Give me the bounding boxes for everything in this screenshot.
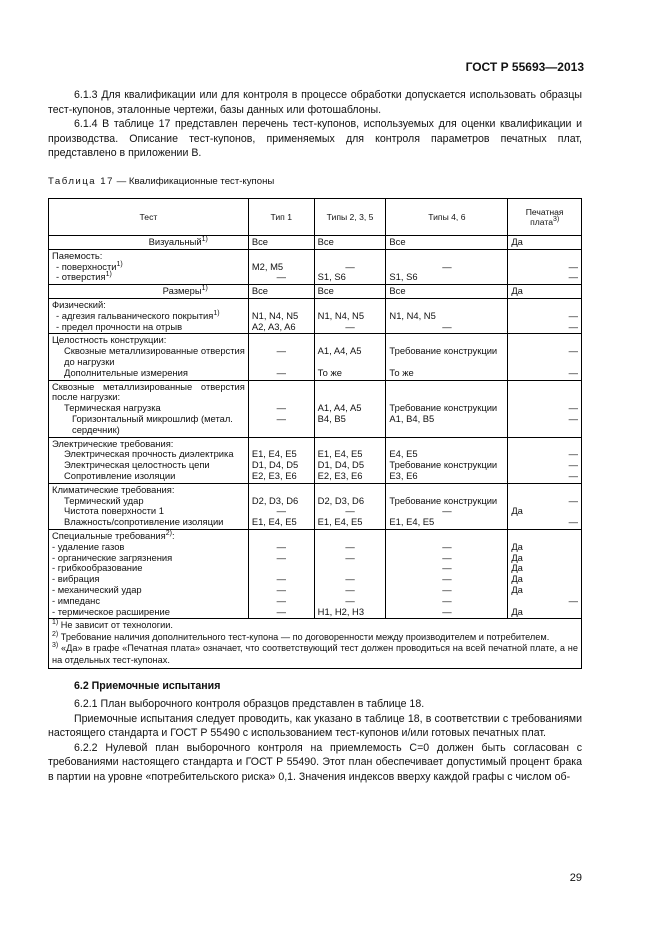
cell: Требование конструкции A1, B4, B5 [386, 380, 508, 437]
cell: Да Да Да Да Да — Да [508, 529, 582, 618]
note-1: $^{1)}$ Не зависит от технологии. [52, 619, 173, 631]
cell: — — — [508, 437, 582, 483]
cell: — — [508, 249, 582, 284]
header-type46: Типы 4, 6 [386, 199, 508, 236]
cell: — — [248, 380, 314, 437]
cell: Все [314, 285, 386, 299]
cell: — — — — — — [248, 529, 314, 618]
cell: — — [508, 380, 582, 437]
header-board [508, 199, 582, 236]
table-row [49, 529, 582, 618]
document-header: ГОСТ Р 55693—2013 [465, 60, 584, 74]
cell: — — [508, 298, 582, 333]
page-body [48, 88, 582, 784]
cell: — S1, S6 [314, 249, 386, 284]
cell: — Да — [508, 483, 582, 529]
cell: D2, D3, D6 — E1, E4, E5 [314, 483, 386, 529]
cell: Да [508, 285, 582, 299]
row-label: Электрические требования: Электрическая прочность диэлектрика Электрическая целостность цепи Сопротивление изоляции [49, 437, 249, 483]
cell: Все [248, 236, 314, 250]
cell: Все [386, 285, 508, 299]
cell: — — — — — H1, H2, H3 [314, 529, 386, 618]
section-6-2-title: 6.2 Приемочные испытания [74, 679, 221, 692]
table-row [49, 437, 582, 483]
cell: E1, E4, E5 D1, D4, D5 E2, E3, E6 [248, 437, 314, 483]
table-notes [49, 619, 582, 668]
row-label: Целостность конструкции: Сквозные металлизированные отверстия до нагрузки Дополнительные измерения [49, 334, 249, 380]
row-label: Визуальный$^{1)}$ [49, 236, 249, 250]
row-label: Сквозные металлизированные отверстия после нагрузки: Термическая нагрузка Горизонтальный микрошлиф (метал. сердечник) [49, 380, 249, 437]
cell: N1, N4, N5 — [314, 298, 386, 333]
table-caption-label: Таблица 17 [48, 175, 114, 187]
paragraph-6-2-1-cont: Приемочные испытания следует проводить, как указано в таблице 18, в соответствии с требованиями настоящего стандарта и ГОСТ Р 55490 с использованием тест-купонов и/или готовых печатных плат. [48, 712, 582, 740]
cell: Требование конструкции — E1, E4, E5 [386, 483, 508, 529]
header-board-sup: 3) [552, 216, 560, 224]
header-test: Тест [49, 199, 249, 236]
cell: — — — — — — — [386, 529, 508, 618]
header-type1: Тип 1 [248, 199, 314, 236]
paragraph-6-2-1: 6.2.1 План выборочного контроля образцов представлен в таблице 18. [74, 698, 425, 711]
table-row [49, 380, 582, 437]
cell: D2, D3, D6 — E1, E4, E5 [248, 483, 314, 529]
cell: — — [508, 334, 582, 380]
cell: A1, A4, A5 B4, B5 [314, 380, 386, 437]
cell: A1, A4, A5 То же [314, 334, 386, 380]
cell: E4, E5 Требование конструкции E3, E6 [386, 437, 508, 483]
note-3: $^{3)}$ «Да» в графе «Печатная плата» означает, что соответствующий тест должен проводиться на всей печатной плате, а не на отдельных тест-купонах. [52, 642, 578, 666]
cell: N1, N4, N5 — [386, 298, 508, 333]
paragraph-6-2-2: 6.2.2 Нулевой план выборочного контроля на приемлемость C=0 должен быть согласован с требованиями настоящего стандарта и ГОСТ Р 55490. Этот план обеспечивает допустимый процент брака в партии на уровне «потребительского риска» 0,1. Значения индексов вверху каждой графы с числом об- [48, 741, 582, 783]
qualification-coupons-table [48, 198, 582, 669]
table-row [49, 285, 582, 299]
table-row [49, 334, 582, 380]
header-board-label: Печатная плата [525, 207, 564, 227]
cell: Да [508, 236, 582, 250]
header-type235: Типы 2, 3, 5 [314, 199, 386, 236]
cell: — — [248, 334, 314, 380]
cell: Требование конструкции То же [386, 334, 508, 380]
row-label: Климатические требования: Термический удар Чистота поверхности 1 Влажность/сопротивление изоляции [49, 483, 249, 529]
page-number: 29 [569, 872, 582, 884]
cell: — S1, S6 [386, 249, 508, 284]
note-2: $^{2)}$ Требование наличия дополнительного тест-купона — по договоренности между производителем и потребителем. [52, 630, 550, 642]
paragraph-6-1-3: 6.1.3 Для квалификации или для контроля в процессе обработки допускается использовать образцы тест-купонов, эталонные чертежи, базы данных или фотошаблоны. [48, 89, 582, 116]
cell: E1, E4, E5 D1, D4, D5 E2, E3, E6 [314, 437, 386, 483]
table-row [49, 298, 582, 333]
row-label: Размеры$^{1)}$ [49, 285, 249, 299]
row-label: Паяемость: - поверхности$^{1)}$ - отверстия$^{1)}$ [49, 249, 249, 284]
table-notes-row [49, 619, 582, 668]
cell: N1, N4, N5 A2, A3, A6 [248, 298, 314, 333]
paragraph-6-1-4: 6.1.4 В таблице 17 представлен перечень тест-купонов, используемых для оценки квалификации и производства. Описание тест-купонов, применяемых для контроля параметров печатных плат, представлено в приложении В. [48, 118, 582, 159]
table-caption-text: — Квалификационные тест-купоны [113, 175, 275, 187]
cell: M2, M5 — [248, 249, 314, 284]
table-row [49, 249, 582, 284]
table-row [49, 483, 582, 529]
table-header-row [49, 199, 582, 236]
row-label: Специальные требования$^{2)}$: - удаление газов - органические загрязнения - грибкообразование - вибрация - механический удар - импеданс - термическое расширение [49, 529, 249, 618]
table-caption [48, 175, 582, 190]
row-label: Физический: - адгезия гальванического покрытия$^{1)}$ - предел прочности на отрыв [49, 298, 249, 333]
cell: Все [386, 236, 508, 250]
cell: Все [314, 236, 386, 250]
cell: Все [248, 285, 314, 299]
table-row [49, 236, 582, 250]
